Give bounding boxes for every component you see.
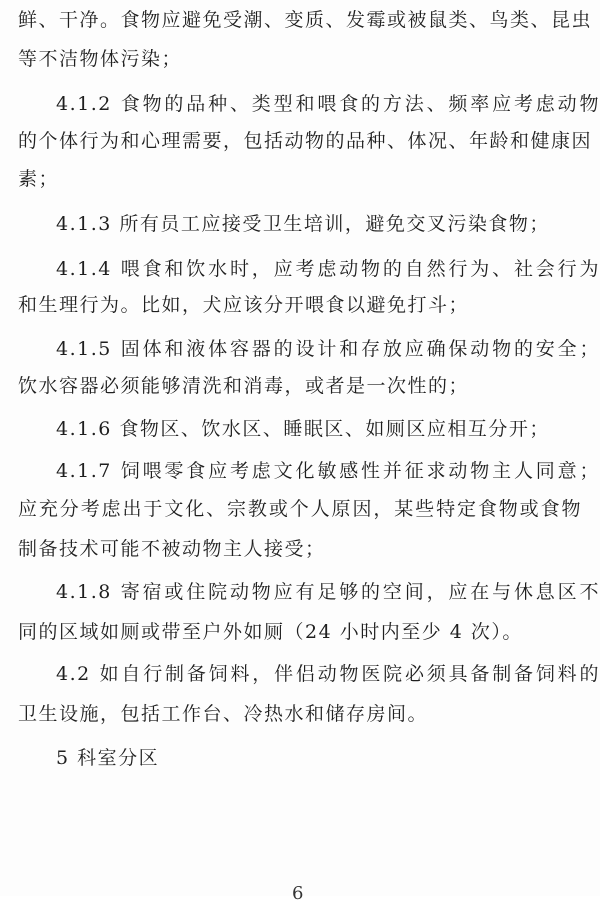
paragraph-line: 鲜、干净。食物应避免受潮、变质、发霉或被鼠类、鸟类、昆虫 — [18, 9, 593, 31]
clause-4-2-line-1: 4.2 如自行制备饲料，伴侣动物医院必须具备制备饲料的 — [56, 663, 600, 685]
clause-4-1-8-line-1: 4.1.8 寄宿或住院动物应有足够的空间，应在与休息区不 — [56, 581, 600, 603]
clause-4-1-7-line-1: 4.1.7 饲喂零食应考虑文化敏感性并征求动物主人同意； — [56, 460, 600, 482]
clause-4-1-5-line-1: 4.1.5 固体和液体容器的设计和存放应确保动物的安全； — [56, 338, 600, 360]
page-number: 6 — [292, 883, 304, 904]
clause-4-1-2-line-1: 4.1.2 食物的品种、类型和喂食的方法、频率应考虑动物 — [56, 93, 600, 115]
clause-4-2-line-2: 卫生设施，包括工作台、冷热水和储存房间。 — [18, 703, 429, 725]
clause-4-1-7-line-3: 制备技术可能不被动物主人接受； — [18, 538, 326, 560]
clause-4-1-6-line-1: 4.1.6 食物区、饮水区、睡眠区、如厕区应相互分开； — [56, 418, 550, 440]
clause-4-1-4-line-1: 4.1.4 喂食和饮水时，应考虑动物的自然行为、社会行为 — [56, 258, 600, 280]
section-5-heading: 5 科室分区 — [56, 747, 160, 769]
clause-4-1-7-line-2: 应充分考虑出于文化、宗教或个人原因，某些特定食物或食物 — [18, 498, 582, 520]
clause-4-1-5-line-2: 饮水容器必须能够清洗和消毒，或者是一次性的； — [18, 375, 470, 397]
clause-4-1-2-line-3: 素； — [18, 168, 60, 190]
clause-4-1-4-line-2: 和生理行为。比如，犬应该分开喂食以避免打斗； — [18, 294, 470, 316]
paragraph-line: 等不洁物体污染； — [18, 48, 183, 70]
clause-4-1-8-line-2: 同的区域如厕或带至户外如厕（24 小时内至少 4 次）。 — [18, 621, 523, 643]
clause-4-1-2-line-2: 的个体行为和心理需要，包括动物的品种、体况、年龄和健康因 — [18, 130, 593, 152]
clause-4-1-3-line-1: 4.1.3 所有员工应接受卫生培训，避免交叉污染食物； — [56, 213, 550, 235]
